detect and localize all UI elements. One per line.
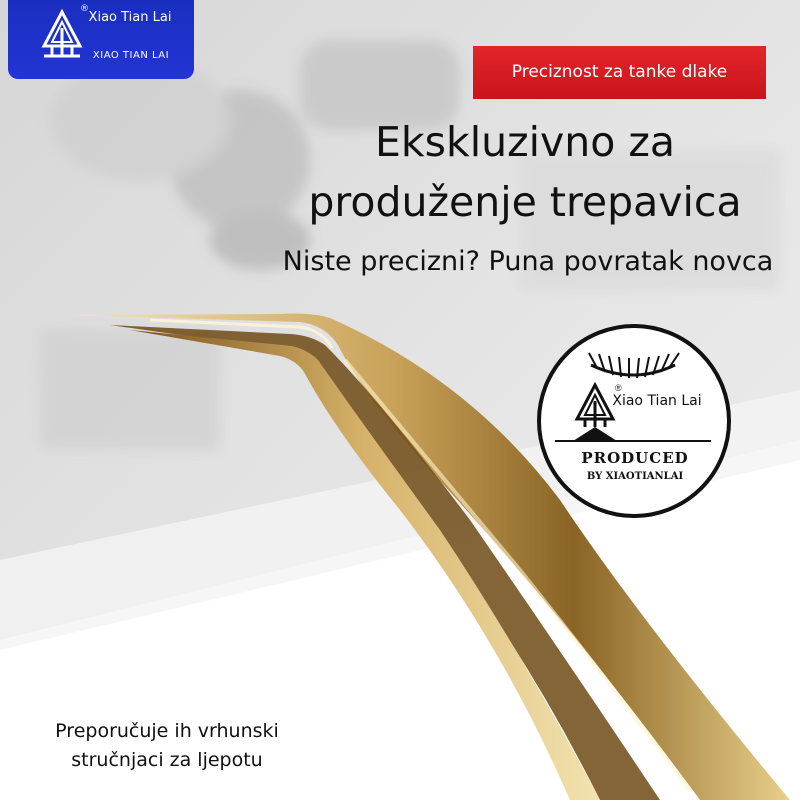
feature-badge: Preciznost za tanke dlake [473,46,766,99]
subheadline: Niste precizni? Puna povratak novca [282,246,774,277]
registered-mark: ® [80,4,89,14]
seal-brand-name: Xiao Tian Lai [612,393,702,409]
brand-name: Xiao Tian Lai [88,10,172,25]
seal-by: BY XIAOTIANLAI [586,471,684,482]
brand-logo [8,0,194,79]
recommendation-line-1: Preporučuje ih vrhunski [55,720,279,742]
headline-line-2: produženje trepavica [308,178,742,226]
brand-emblem-icon [38,6,86,66]
recommendation-text [22,717,312,775]
svg-text:®: ® [615,383,622,393]
seal-produced: PRODUCED [581,449,689,467]
headline [270,112,780,232]
produced-seal [533,323,735,519]
recommendation-line-2: stručnjaci za ljepotu [71,749,263,771]
headline-line-1: Ekskluzivno za [374,118,676,166]
brand-subname: XIAO TIAN LAI [92,50,170,61]
